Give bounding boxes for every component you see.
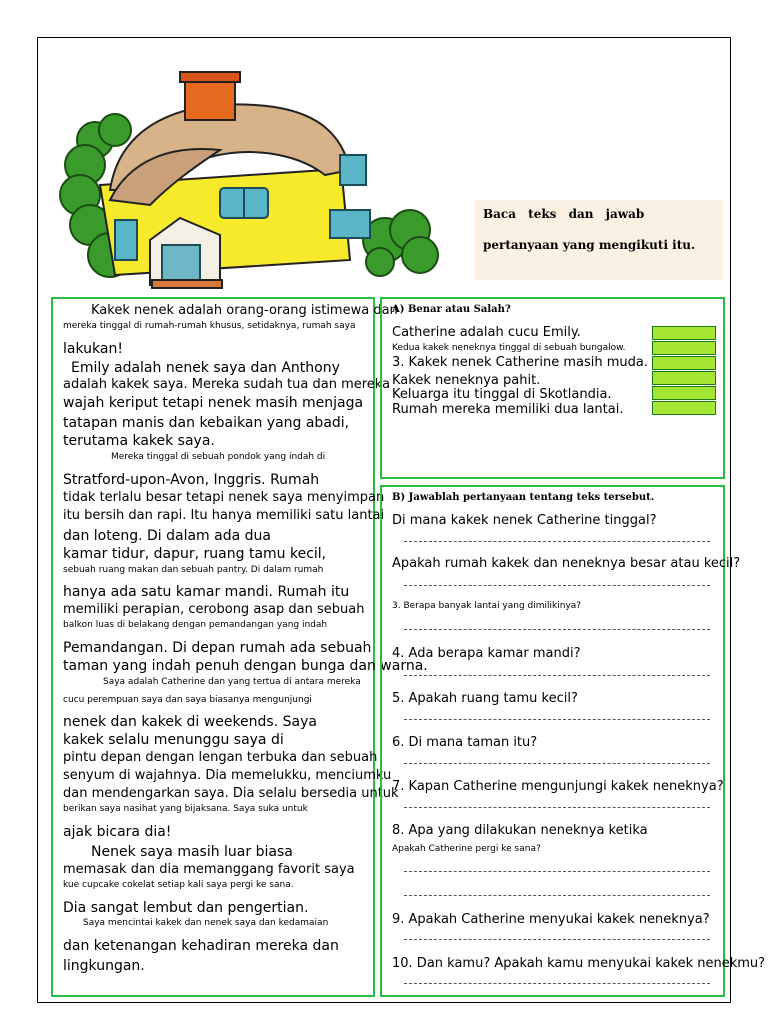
question: 5. Apakah ruang tamu kecil?	[392, 691, 578, 706]
question: 6. Di mana taman itu?	[392, 735, 538, 750]
answer-line[interactable]	[404, 895, 710, 896]
passage-line: memasak dan dia memanggang favorit saya	[63, 862, 355, 877]
passage-line: kue cupcake cokelat setiap kali saya pergi ke sana.	[63, 880, 294, 890]
passage-line: sebuah ruang makan dan sebuah pantry. Di dalam rumah	[63, 565, 324, 575]
true-false-statement: Catherine adalah cucu Emily.	[392, 325, 581, 340]
section-a-heading: A) Benar atau Salah?	[392, 304, 511, 315]
passage-line: Pemandangan. Di depan rumah ada sebuah	[63, 640, 372, 656]
questions-section	[380, 485, 766, 997]
passage-line: Dia sangat lembut dan pengertian.	[63, 900, 309, 916]
passage-line: terutama kakek saya.	[63, 433, 215, 449]
passage-line: dan mendengarkan saya. Dia selalu bersedia untuk	[63, 786, 399, 801]
passage-line: adalah kakek saya. Mereka sudah tua dan mereka	[63, 377, 391, 392]
answer-box[interactable]	[652, 341, 716, 355]
passage-line: dan loteng. Di dalam ada dua	[63, 528, 271, 544]
question: 9. Apakah Catherine menyukai kakek neneknya?	[392, 912, 710, 927]
passage-line: itu bersih dan rapi. Itu hanya memiliki satu lantai	[63, 508, 385, 523]
question: 10. Dan kamu? Apakah kamu menyukai kakek nenekmu?	[392, 956, 766, 971]
passage-line: Kakek nenek adalah orang-orang istimewa dan	[91, 303, 398, 318]
answer-line[interactable]	[404, 629, 710, 630]
answer-line[interactable]	[404, 939, 710, 940]
passage-line: lakukan!	[63, 341, 123, 357]
passage-line: mereka tinggal di rumah-rumah khusus, setidaknya, rumah saya	[63, 321, 356, 331]
true-false-statement: Kedua kakek neneknya tinggal di sebuah bungalow.	[392, 343, 626, 353]
answer-line[interactable]	[404, 763, 710, 764]
passage-line: balkon luas di belakang dengan pemandangan yang indah	[63, 620, 328, 630]
instruction-box	[475, 200, 723, 280]
true-false-statement: Kakek neneknya pahit.	[392, 373, 541, 388]
passage-line: senyum di wajahnya. Dia memelukku, menciumku	[63, 768, 392, 783]
question: 4. Ada berapa kamar mandi?	[392, 646, 581, 661]
answer-line[interactable]	[404, 541, 710, 542]
passage-line: taman yang indah penuh dengan bunga dan warna.	[63, 658, 428, 674]
true-false-statement: 3. Kakek nenek Catherine masih muda.	[392, 355, 649, 370]
answer-box[interactable]	[652, 356, 716, 370]
passage-line: kamar tidur, dapur, ruang tamu kecil,	[63, 546, 327, 562]
question: 3. Berapa banyak lantai yang dimilikinya?	[392, 601, 582, 611]
answer-line[interactable]	[404, 719, 710, 720]
true-false-statement: Keluarga itu tinggal di Skotlandia.	[392, 387, 612, 402]
instruction-line-2: pertanyaan yang mengikuti itu.	[483, 238, 696, 252]
passage-line: dan ketenangan kehadiran mereka dan	[63, 938, 339, 954]
question: Di mana kakek nenek Catherine tinggal?	[392, 513, 657, 528]
instruction-line-1: Baca teks dan jawab	[483, 207, 645, 221]
question: 8. Apa yang dilakukan neneknya ketika	[392, 823, 648, 838]
passage-line: tatapan manis dan kebaikan yang abadi,	[63, 415, 350, 431]
passage-line: pintu depan dengan lengan terbuka dan sebuah	[63, 750, 378, 765]
true-false-statement: Rumah mereka memiliki dua lantai.	[392, 402, 624, 417]
passage-line: kakek selalu menunggu saya di	[63, 732, 284, 748]
answer-line[interactable]	[404, 675, 710, 676]
passage-line: Mereka tinggal di sebuah pondok yang indah di	[111, 452, 326, 462]
answer-line[interactable]	[404, 807, 710, 808]
passage-line: hanya ada satu kamar mandi. Rumah itu	[63, 584, 350, 600]
passage-line: tidak terlalu besar tetapi nenek saya menyimpan	[63, 490, 385, 505]
passage-line: Stratford-upon-Avon, Inggris. Rumah	[63, 472, 320, 488]
reading-passage	[51, 297, 428, 997]
answer-line[interactable]	[404, 585, 710, 586]
answer-box[interactable]	[652, 386, 716, 400]
passage-line: memiliki perapian, cerobong asap dan sebuah	[63, 602, 365, 617]
passage-line: Saya adalah Catherine dan yang tertua di antara mereka	[103, 677, 361, 687]
passage-line: ajak bicara dia!	[63, 824, 172, 840]
passage-line: wajah keriput tetapi nenek masih menjaga	[63, 395, 364, 411]
question: 7. Kapan Catherine mengunjungi kakek neneknya?	[392, 779, 724, 794]
passage-line: nenek dan kakek di weekends. Saya	[63, 714, 317, 730]
answer-line[interactable]	[404, 871, 710, 872]
answer-box[interactable]	[652, 371, 716, 385]
answer-line[interactable]	[404, 983, 710, 984]
house-illustration	[40, 70, 440, 290]
passage-line: Emily adalah nenek saya dan Anthony	[71, 360, 340, 376]
passage-line: Nenek saya masih luar biasa	[91, 844, 293, 860]
passage-line: cucu perempuan saya dan saya biasanya mengunjungi	[63, 695, 312, 705]
passage-line: Saya mencintai kakek dan nenek saya dan kedamaian	[83, 918, 329, 928]
question: Apakah Catherine pergi ke sana?	[392, 844, 541, 854]
section-b-heading: B) Jawablah pertanyaan tentang teks tersebut.	[392, 492, 655, 503]
passage-line: berikan saya nasihat yang bijaksana. Saya suka untuk	[63, 804, 308, 814]
passage-line: lingkungan.	[63, 958, 145, 974]
answer-box[interactable]	[652, 401, 716, 415]
answer-box[interactable]	[652, 326, 716, 340]
question: Apakah rumah kakek dan neneknya besar atau kecil?	[392, 556, 741, 571]
true-false-section	[380, 297, 725, 479]
